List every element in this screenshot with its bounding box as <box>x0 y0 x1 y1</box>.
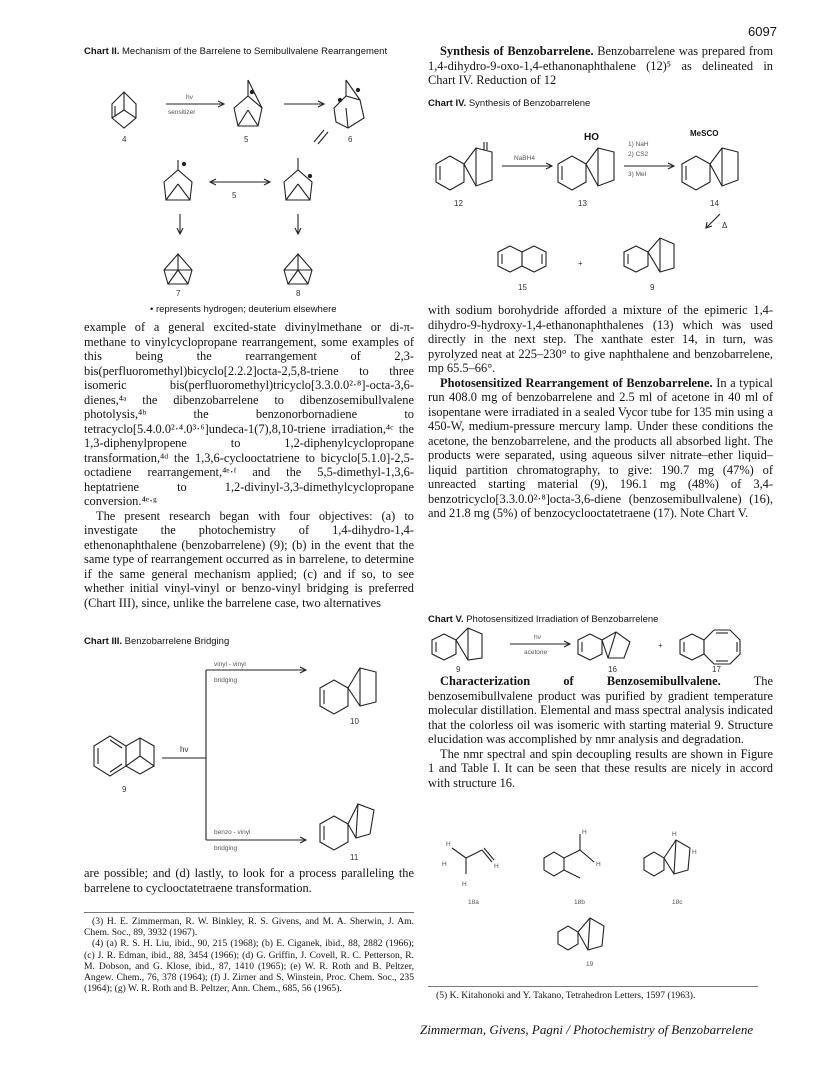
photo-heading: Photosensitized Rearrangement of Benzobarrelene. <box>440 375 713 390</box>
chart4-delta: Δ <box>722 221 728 230</box>
structure-5a <box>234 80 262 126</box>
ref-4: (4) (a) R. S. H. Liu, ibid., 90, 215 (1968); (b) E. Ciganek, ibid., 88, 2882 (1966); (c) J. R. Edman, ibid., 88, 3454 (1966); (d) G. Griffin, J. Covell, R. C. Petterson, R. M. Dobson, and G. Klose, ibid., 87, 1410 (1965); (e) W. R. Roth and B. Peltzer, Angew. Chem., 76, 378 (1964); (f) J. Zirner and S. Winstein, Proc. Chem. Soc., 235 (1964); (g) W. R. Roth and B. Peltzer, Ann. Chem., 685, 56 (1965). <box>84 938 414 995</box>
reagent2-3: 3) MeI <box>628 171 647 178</box>
structure-4 <box>112 92 136 128</box>
synthesis-heading: Synthesis of Benzobarrelene. <box>440 44 594 58</box>
label-16: 16 <box>608 665 617 674</box>
svg-text:H: H <box>446 841 451 848</box>
reagent2-2: 2) CS2 <box>628 151 649 158</box>
structure-16 <box>578 632 630 660</box>
svg-text:H: H <box>582 829 587 836</box>
running-footer: Zimmerman, Givens, Pagni / Photochemistry of Benzobarrelene <box>420 1022 754 1037</box>
label-14: 14 <box>710 199 719 208</box>
group-mescoo: MeSCO <box>690 129 719 138</box>
lower-route-1: benzo - vinyl <box>214 829 251 836</box>
structure-11 <box>320 804 374 850</box>
chart2-footnote: • represents hydrogen; deuterium elsewhere <box>150 304 337 315</box>
left-references <box>84 912 414 994</box>
chart3-caption: Chart III. Benzobarrelene Bridging <box>84 636 230 647</box>
upper-route-1: vinyl - vinyl <box>214 661 246 668</box>
chart4-scheme <box>428 110 773 300</box>
structure-7 <box>164 254 192 284</box>
svg-text:H: H <box>494 863 499 870</box>
label-17: 17 <box>712 665 721 674</box>
characterization-section <box>428 674 773 790</box>
plus-2: + <box>658 641 663 650</box>
label-13: 13 <box>578 199 587 208</box>
synthesis-text: Benzobarrelene was prepared from 1,4-dihydro-9-oxo-1,4-ethanonaphthalene (12)⁵ as delineated in Chart IV. Reduction of 12 <box>428 44 773 87</box>
arrow-sensitizer: sensitizer <box>168 109 196 116</box>
svg-text:H: H <box>596 861 601 868</box>
label-5: 5 <box>244 135 249 144</box>
arrow-hv: hν <box>186 94 193 101</box>
structure-13 <box>558 148 614 190</box>
group-ho: HO <box>584 132 599 143</box>
char-text: The benzosemibullvalene product was purified by gradient temperature molecular distillation. Elemental and mass spectral analysis indicated that the colorless oil was isomeric with starting material 9. Structure elucidation was accomplished by nmr analysis and degradation. <box>428 674 773 746</box>
chart2-caption: Chart II. Mechanism of the Barrelene to Semibullvalene Rearrangement <box>84 46 388 57</box>
photo-text: In a typical run 408.0 mg of benzobarrelene and 2.5 ml of acetone in 40 ml of isopentane were irradiated in a sealed Vycor tube for 135 min using a 450-W, medium-pressure mercury lamp. Under these conditions the acetone, the benzobarrelene, and the products all absorbed light. The products were separated, using aqueous silver nitrate–ether liquid–liquid partition chromatography, to give: 190.7 mg (47%) of unreacted starting material (9), 196.1 mg (48%) of 3,4-benzotricyclo[3.3.0.0²·⁸]octa-3,6-diene (benzosemibullvalene) (16), and 21.8 mg (5%) of benzocyclooctatetraene (17). Note Chart V. <box>428 375 773 520</box>
chart5-acetone: acetone <box>524 649 548 656</box>
structure-19 <box>558 918 604 950</box>
structure-5b <box>164 160 192 200</box>
reagent2-1: 1) NaH <box>628 141 649 148</box>
label-9-chart4: 9 <box>650 283 655 292</box>
structure-5c <box>284 158 312 200</box>
nmr-structures <box>428 818 773 978</box>
label-9-chart3: 9 <box>122 785 127 794</box>
label-15: 15 <box>518 283 527 292</box>
right-reference <box>428 986 758 1001</box>
structure-17 <box>680 630 740 664</box>
left-text-block <box>84 320 414 610</box>
structure-10 <box>320 668 376 714</box>
chart3-scheme <box>84 652 414 862</box>
structure-14 <box>682 148 738 190</box>
left-para-1: example of a general excited-state divinylmethane or di-π-methane to vinylcyclopropane rearrangement, some examples of this being the rearrangement of 2,3-bis(perfluoromethyl)bicyclo[2.2.2]octa-2,5,8-triene to three isomeric bis(perfluoromethyl)tricyclo[3.3.0.0²·⁸]-octa-3,6-dienes,⁴ᵃ the dibenzobarrelene to dibenzosemibullvalene photolysis,⁴ᵇ the benzonorbornadiene to tetracyclo[5.4.0.0²·⁴.0³·⁶]undeca-1(7),8,10-triene irradiation,⁴ᶜ the 1,3-diphenylpropene to 1,2-diphenylcyclopropane transformation,⁴ᵈ the 1,3,6-cyclooctatriene to bicyclo[5.1.0]-2,5-octadiene rearrangement,⁴ᵉ·ᶠ and the 5,5-dimethyl-1,3,6-heptatriene to 1,2-divinyl-3,3-dimethylcyclopropane conversion.⁴ᵉ·ᵍ <box>84 320 414 508</box>
label-5-mid: 5 <box>232 191 237 200</box>
label-10: 10 <box>350 717 359 726</box>
left-text-block-2 <box>84 866 414 895</box>
left-para-2: The present research began with four objectives: (a) to investigate the photochemistry of 1,4-dihydro-1,4-ethenonaphthalene (benzobarrelene) (9); (b) in the event that the same type of rearrangement occurred as in barrelene, to determine if the same general mechanism applied; (c) and if so, to see whether initial vinyl-vinyl or benzo-vinyl bridging is preferred (Chart III), since, unlike the barrelene case, two alternatives <box>84 508 414 610</box>
right-text-block <box>428 303 773 521</box>
plus-1: + <box>578 259 583 268</box>
structure-18c <box>644 831 697 876</box>
label-6: 6 <box>348 135 353 144</box>
structure-8 <box>284 254 312 284</box>
synthesis-continued: with sodium borohydride afforded a mixture of the epimeric 1,4-dihydro-9-hydroxy-1,4-ethanonaphthalenes (13) which was used directly in the next step. The xanthate ester 14, in turn, was pyrolyzed neat at 225–230° to give naphthalene and benzobarrelene, mp 65.5–66°. <box>428 303 773 375</box>
char-heading: Characterization of Benzosemibullvalene. <box>440 674 721 688</box>
label-18b: 18b <box>574 899 585 906</box>
chart2-scheme <box>84 70 414 302</box>
chart5-caption: Chart V. Photosensitized Irradiation of Benzobarrelene <box>428 614 659 625</box>
char-text-2: The nmr spectral and spin decoupling results are shown in Figure 1 and Table I. It can be seen that these results are nicely in accord with structure 16. <box>428 746 773 790</box>
reagent-nabh4: NaBH4 <box>514 155 535 162</box>
chart4-caption: Chart IV. Synthesis of Benzobarrelene <box>428 98 591 109</box>
ref-3: (3) H. E. Zimmerman, R. W. Binkley, R. S. Givens, and M. A. Sherwin, J. Am. Chem. Soc., 89, 3932 (1967). <box>84 916 414 939</box>
svg-text:H: H <box>442 861 447 868</box>
page-number: 6097 <box>748 24 777 39</box>
svg-text:H: H <box>462 881 467 888</box>
ref-5: (5) K. Kitahonoki and Y. Takano, Tetrahedron Letters, 1597 (1963). <box>436 990 696 1001</box>
upper-route-2: bridging <box>214 677 238 684</box>
svg-text:H: H <box>692 849 697 856</box>
svg-text:H: H <box>672 831 677 838</box>
structure-18b <box>544 829 601 878</box>
label-12: 12 <box>454 199 463 208</box>
structure-6 <box>334 80 364 128</box>
structure-15 <box>498 246 546 272</box>
synthesis-section <box>428 44 773 88</box>
chart5-scheme <box>428 624 773 674</box>
left-para-3: are possible; and (d) lastly, to look for a process paralleling the barrelene to cyclooctatetraene transformation. <box>84 866 414 895</box>
structure-9-chart3 <box>94 736 154 776</box>
label-19: 19 <box>586 961 594 968</box>
structure-9-chart5 <box>432 628 482 660</box>
structure-9-chart4 <box>624 238 674 272</box>
label-7: 7 <box>176 289 181 298</box>
chart5-hv: hν <box>534 634 541 641</box>
label-18c: 18c <box>672 899 683 906</box>
chart3-hv: hν <box>180 745 189 754</box>
label-4: 4 <box>122 135 127 144</box>
lower-route-2: bridging <box>214 845 238 852</box>
label-8: 8 <box>296 289 301 298</box>
structure-12 <box>436 142 492 190</box>
label-11: 11 <box>350 853 359 862</box>
label-9-chart5: 9 <box>456 665 461 674</box>
label-18a: 18a <box>468 899 479 906</box>
structure-18a <box>442 841 499 888</box>
